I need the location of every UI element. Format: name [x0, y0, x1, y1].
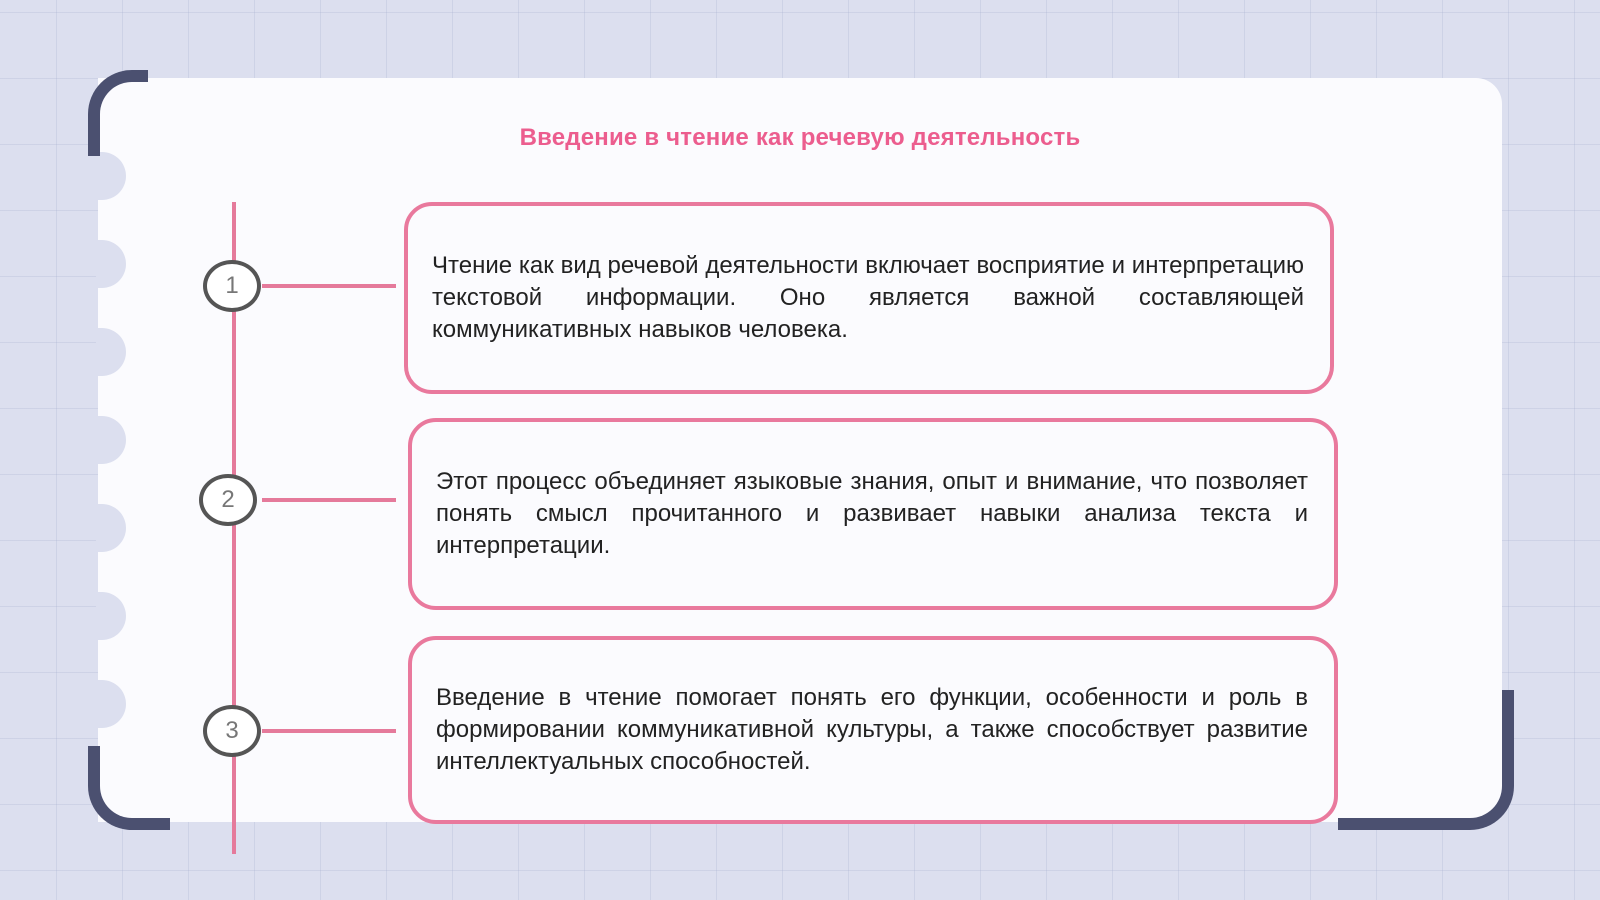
frame-corner-top-left	[88, 70, 148, 156]
content-card-1	[404, 202, 1334, 394]
timeline-connector-3	[262, 729, 396, 733]
content-card-3	[408, 636, 1338, 824]
slide-title: Введение в чтение как речевую деятельность	[519, 124, 1081, 151]
frame-corner-bottom-right	[1338, 690, 1514, 830]
step-number-2: 2	[199, 474, 257, 526]
step-number-3: 3	[203, 705, 261, 757]
frame-corner-bottom-left	[88, 746, 170, 830]
card-text-3: Введение в чтение помогает понять его функции, особенности и роль в формировании коммуникативной культуры, а также способствует развитие интеллектуальных способностей.	[436, 684, 1308, 775]
content-card-2	[408, 418, 1338, 610]
timeline-connector-1	[262, 284, 396, 288]
card-text-1: Чтение как вид речевой деятельности включает восприятие и интерпретацию текстовой информации. Оно является важной составляющей коммуникативных навыков человека.	[432, 252, 1304, 343]
card-text-2: Этот процесс объединяет языковые знания, опыт и внимание, что позволяет понять смысл прочитанного и развивает навыки анализа текста и интерпретации.	[436, 468, 1308, 559]
step-number-1: 1	[203, 260, 261, 312]
timeline-connector-2	[262, 498, 396, 502]
